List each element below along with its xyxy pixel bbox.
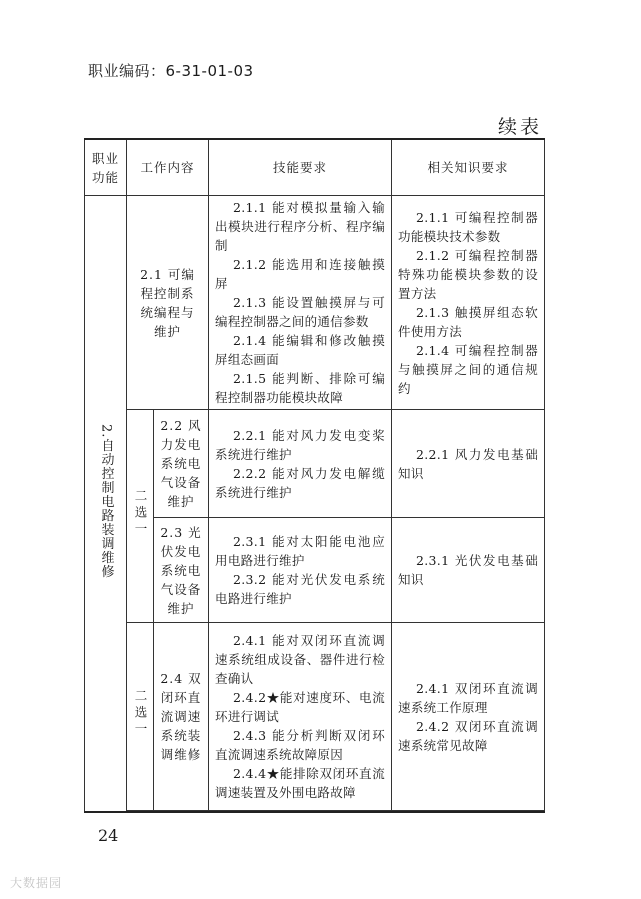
knowledge-cell: 2.1.1 可编程控制器功能模块技术参数 2.1.2 可编程控制器特殊功能模块参数的设置方法 2.1.3 触摸屏组态软件使用方法 2.1.4 可编程控制器与触摸屏之间的通信规约 <box>392 196 545 410</box>
table-header-row <box>85 139 545 196</box>
continued-label: 续表 <box>498 116 543 138</box>
skill-standard-table <box>84 138 545 813</box>
table-row <box>85 623 545 811</box>
header-function: 职业 功能 <box>85 139 127 196</box>
header-work: 工作内容 <box>127 139 209 196</box>
page-number: 24 <box>98 826 119 845</box>
work-content-cell: 2.2 风力发电系统电气设备维护 <box>154 410 209 518</box>
choice-cell: 二选一 <box>127 410 154 623</box>
occupation-code: 职业编码：6-31-01-03 <box>88 62 254 80</box>
function-cell <box>85 196 127 813</box>
work-content-cell: 2.4 双闭环直流调速系统装调维修 <box>154 623 209 811</box>
work-content-cell: 2.1 可编程控制系统编程与维护 <box>127 196 209 410</box>
header-skill: 技能要求 <box>209 139 392 196</box>
knowledge-cell: 2.2.1 风力发电基础知识 <box>392 410 545 518</box>
header-knowledge: 相关知识要求 <box>392 139 545 196</box>
function-name: 2.自动控制电路装调维修 <box>98 423 114 579</box>
table-row <box>85 410 545 518</box>
skill-cell: 2.2.1 能对风力发电变桨系统进行维护 2.2.2 能对风力发电解缆系统进行维护 <box>209 410 392 518</box>
work-content-cell: 2.3 光伏发电系统电气设备维护 <box>154 518 209 623</box>
skill-cell: 2.4.1 能对双闭环直流调速系统组成设备、器件进行检查确认 2.4.2★能对速度环、电流环进行调试 2.4.3 能分析判断双闭环直流调速系统故障原因 2.4.4★能排除双闭环直流调速装置及外围电路故障 <box>209 623 392 811</box>
choice-cell: 二选一 <box>127 623 154 811</box>
watermark: 大数据园 <box>10 876 63 890</box>
knowledge-cell: 2.4.1 双闭环直流调速系统工作原理 2.4.2 双闭环直流调速系统常见故障 <box>392 623 545 811</box>
table-row <box>85 518 545 623</box>
skill-cell: 2.1.1 能对模拟量输入输出模块进行程序分析、程序编制 2.1.2 能选用和连接触摸屏 2.1.3 能设置触摸屏与可编程控制器之间的通信参数 2.1.4 能编辑和修改触摸屏组态画面 2.1.5 能判断、排除可编程控制器功能模块故障 <box>209 196 392 410</box>
table-row <box>85 196 545 410</box>
skill-cell: 2.3.1 能对太阳能电池应用电路进行维护 2.3.2 能对光伏发电系统电路进行维护 <box>209 518 392 623</box>
knowledge-cell: 2.3.1 光伏发电基础知识 <box>392 518 545 623</box>
